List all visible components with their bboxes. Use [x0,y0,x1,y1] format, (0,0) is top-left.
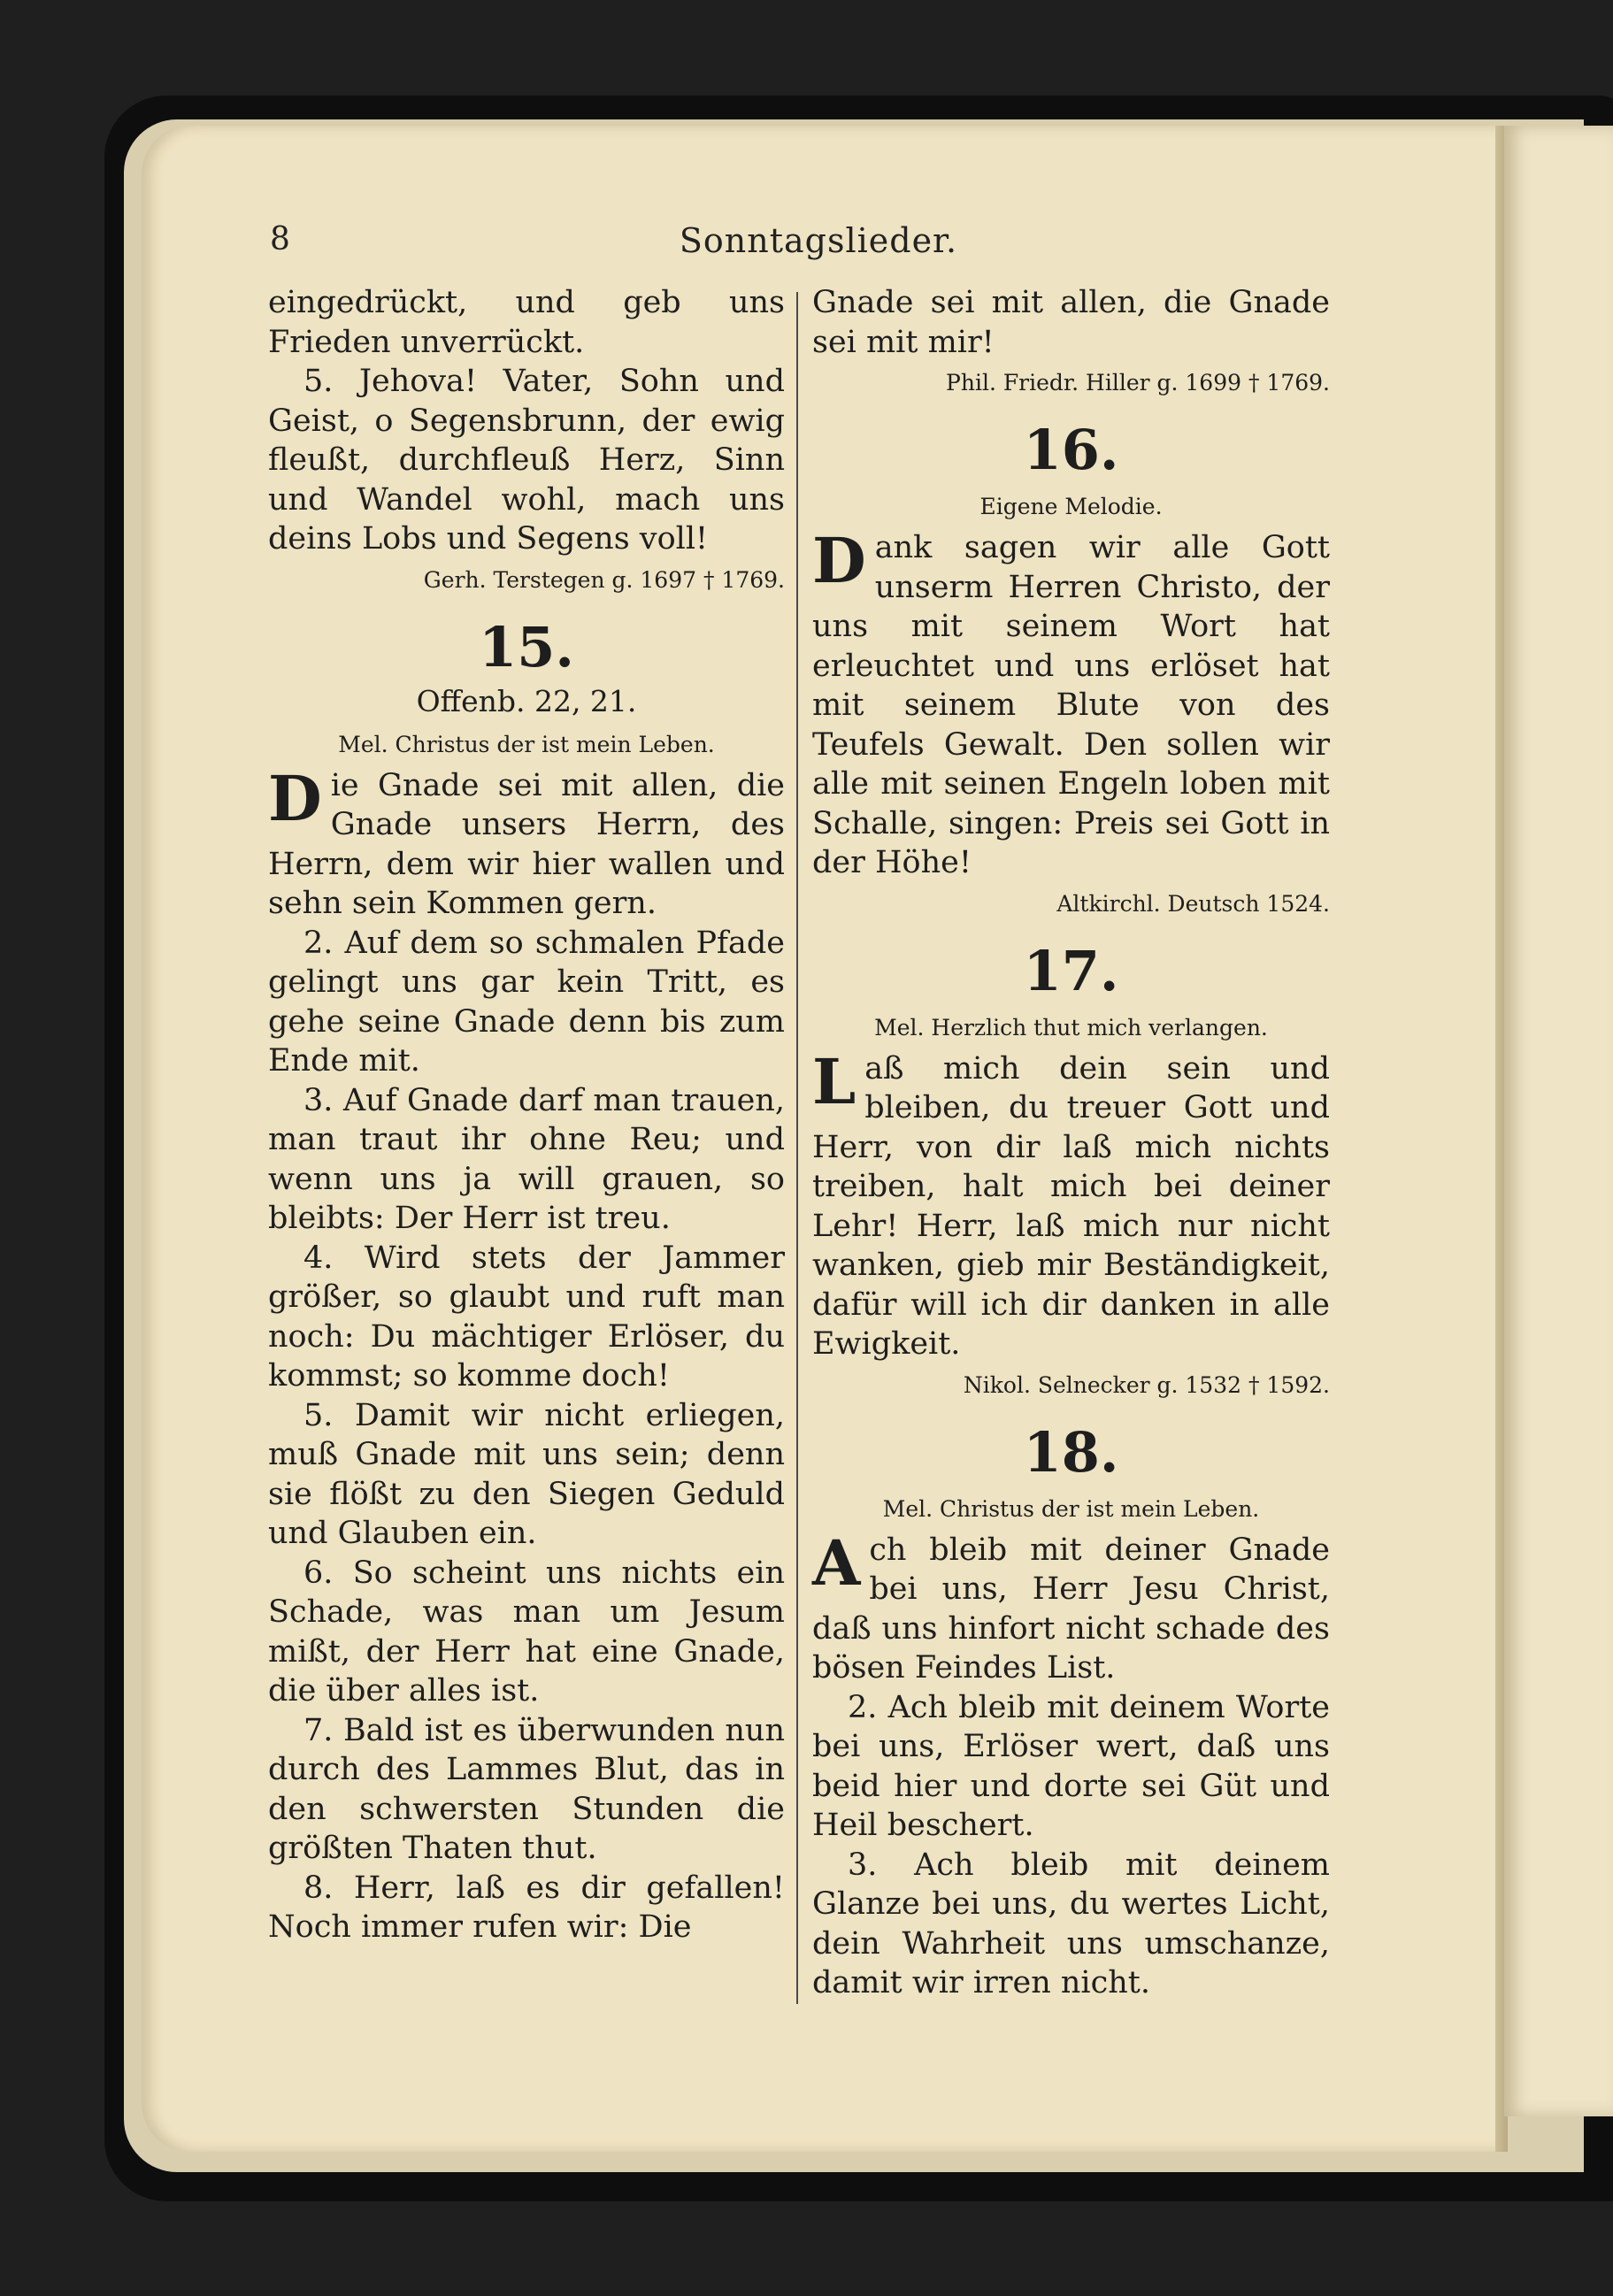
facing-page-edge [1504,126,1613,2116]
first-stanza [268,761,785,924]
melody-line: Mel. Christus der ist mein Leben. [338,731,715,757]
stanza: 3. Auf Gnade darf man trauen, man traut ihr ohne Reu; und wenn uns ja will grauen, so bleibts: Der Herr ist treu. [268,1082,785,1236]
stanza: 2. Ach bleib mit deinem Worte bei uns, Erlöser wert, daß uns beid hier und dorte sei Güt und Heil beschert. [812,1689,1330,1843]
melody-line: Mel. Herzlich thut mich verlangen. [874,1014,1268,1040]
drop-cap: D [268,761,322,835]
page-header [270,221,1367,274]
melody-line: Eigene Melodie. [979,494,1163,519]
melody-line: Mel. Christus der ist mein Leben. [882,1495,1260,1522]
stanza: 2. Auf dem so schmalen Pfade gelingt uns gar kein Tritt, es gehe seine Gnade denn bis zum Ende mit. [268,925,785,1079]
right-column [812,283,1330,2003]
column-divider [796,292,798,2004]
first-stanza-text: ank sagen wir alle Gott unserm Herren Christo, der uns mit seinem Wort hat erleuchtet und uns erlöset hat mit seinem Blute von des Teufels Gewalt. Den sollen wir alle mit seinen Engeln loben mit Schalle, singen: Preis sei Gott in der Höhe! [812,530,1330,880]
continuation-text: eingedrückt, und geb uns Frieden unverrückt. [268,285,785,360]
author-attribution: Gerh. Terstegen g. 1697 † 1769. [423,566,785,593]
hymn-number-18: 18. [1023,1419,1119,1485]
stanza: 6. So scheint uns nichts ein Schade, was man um Jesum mißt, der Herr hat eine Gnade, die über alles ist. [268,1555,785,1709]
stanza: 3. Ach bleib mit deinem Glanze bei uns, du wertes Licht, dein Wahrheit uns umschanze, damit wir irren nicht. [812,1847,1330,2000]
first-stanza [812,1044,1330,1364]
stanza: 7. Bald ist es überwunden nun durch des Lammes Blut, das in den schwersten Stunden die größten Thaten thut. [268,1712,785,1866]
author-attribution: Nikol. Selnecker g. 1532 † 1592. [963,1371,1330,1398]
hymn-number-15: 15. [479,614,574,680]
first-stanza [812,524,1330,883]
drop-cap: D [812,524,866,597]
continuation-text: Gnade sei mit allen, die Gnade sei mit mir! [812,285,1330,360]
hymn-number-16: 16. [1023,418,1119,482]
first-stanza-text: aß mich dein sein und bleiben, du treuer Gott und Herr, von dir laß mich nichts treiben, halt mich bei deiner Lehr! Herr, laß mich nur nicht wanken, gieb mir Beständigkeit, dafür will ich dir danken in alle Ewigkeit. [812,1050,1330,1362]
first-stanza-text: ch bleib mit deiner Gnade bei uns, Herr Jesu Christ, daß uns hinfort nicht schade des bösen Feindes List. [812,1532,1330,1686]
first-stanza-text: ie Gnade sei mit allen, die Gnade unsers Herrn, des Herrn, dem wir hier wallen und sehn sein Kommen gern. [268,767,785,921]
drop-cap: L [812,1044,856,1118]
stanza: 4. Wird stets der Jammer größer, so glaubt und ruft man noch: Du mächtiger Erlöser, du kommst; so komme doch! [268,1240,785,1394]
author-attribution: Phil. Friedr. Hiller g. 1699 † 1769. [946,370,1330,395]
page-number: 8 [270,221,290,257]
first-stanza [812,1525,1330,1688]
scripture-reference: Offenb. 22, 21. [416,683,637,718]
stanza: 5. Damit wir nicht erliegen, muß Gnade mit uns sein; denn sie flößt zu den Siegen Geduld und Glauben ein. [268,1397,785,1551]
running-title: Sonntagslieder. [679,221,958,260]
author-attribution: Altkirchl. Deutsch 1524. [1056,890,1330,917]
stanza: 5. Jehova! Vater, Sohn und Geist, o Segensbrunn, der ewig fleußt, durchfleuß Herz, Sinn und Wandel wohl, mach uns deins Lobs und Segens voll! [268,364,785,557]
drop-cap: A [812,1525,861,1600]
stanza: 8. Herr, laß es dir gefallen! Noch immer rufen wir: Die [268,1870,785,1945]
hymn-number-17: 17. [1023,938,1119,1003]
left-column [268,283,785,1947]
